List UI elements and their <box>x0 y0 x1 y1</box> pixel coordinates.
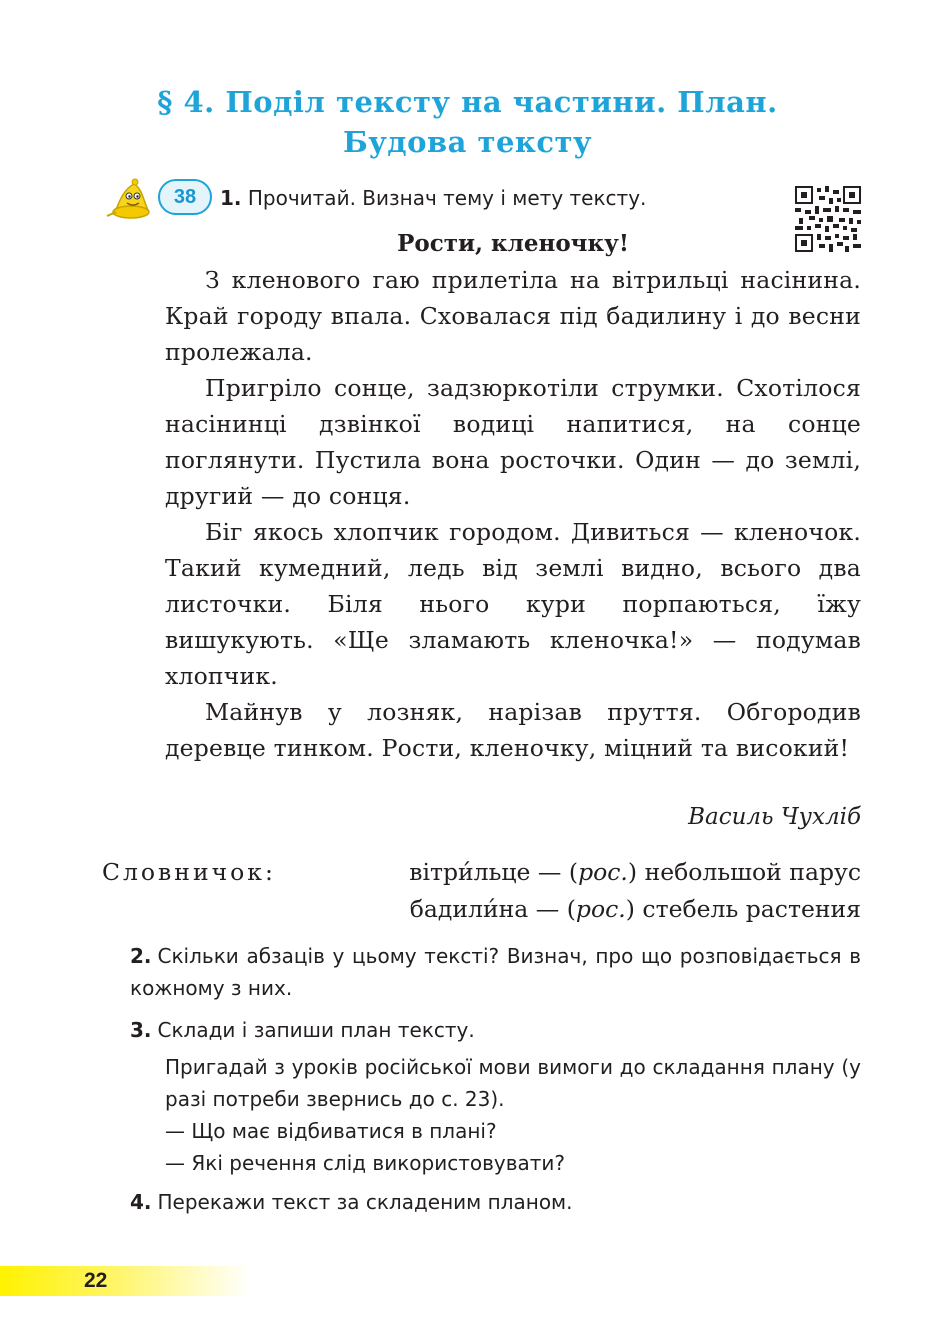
glossary-entry: Словничок: вітри́льце — (рос.) небольшой парус <box>102 854 861 891</box>
task-3 <box>130 1014 861 1046</box>
task-3-question: — Які речення слід використовувати? <box>165 1151 566 1175</box>
task-4 <box>130 1186 861 1218</box>
task-3-note-text: Пригадай з уроків російської мови вимоги до складання плану (у разі потреби звернись до с. 23). <box>165 1055 861 1111</box>
task-2-text: Скільки абзаців у цьому тексті? Визнач, про що розповідається в кожному з них. <box>130 944 861 1000</box>
story-paragraph: З кленового гаю прилетіла на вітрильці насінина. Край городу впала. Сховалася під бадилину і до весни пролежала. <box>165 266 861 366</box>
section-heading-line2: Будова тексту <box>342 125 593 159</box>
glossary-label: Словничок: <box>102 858 276 886</box>
glossary <box>102 854 861 928</box>
glossary-lang: рос. <box>578 858 628 886</box>
glossary-dash: — <box>535 895 560 923</box>
task-3-text: Склади і запиши план тексту. <box>157 1018 475 1042</box>
task-2 <box>130 940 861 1004</box>
task-4-text: Перекажи текст за складеним планом. <box>157 1190 573 1214</box>
exercise-number-badge: 38 <box>158 179 212 215</box>
task-4-number: 4. <box>130 1190 152 1214</box>
task-3-note <box>165 1051 861 1179</box>
glossary-meaning: небольшой парус <box>644 858 861 886</box>
glossary-word: бадили́на <box>409 895 529 923</box>
section-heading <box>0 82 935 162</box>
bell-icon <box>104 176 154 222</box>
task-3-number: 3. <box>130 1018 152 1042</box>
story-paragraph: Пригріло сонце, задзюркотіли струмки. Схотілося насінинці дзвінкої водиці напитися, на сонце поглянути. Пустила вона росточки. Один — до землі, другий — до сонця. <box>165 374 861 510</box>
footer-band <box>0 1266 250 1296</box>
task-1-text: Прочитай. Визнач тему і мету тексту. <box>247 186 647 210</box>
task-1-number: 1. <box>220 186 242 210</box>
glossary-lang: рос. <box>575 895 626 923</box>
story-paragraph: Біг якось хлопчик городом. Дивиться — кленочок. Такий кумедний, ледь від землі видно, всього два листочки. Біля нього кури порпаються, їжу вишукують. «Ще зламають кленочка!» — подумав хлопчик. <box>165 518 861 690</box>
story-paragraph: Майнув у лозняк, нарізав пруття. Обгородив деревце тинком. Рости, кленочку, міцний та високий! <box>165 698 861 762</box>
story-author: Василь Чухліб <box>688 804 861 830</box>
story-title: Рости, кленочку! <box>397 230 629 257</box>
glossary-entry: бадили́на — (рос.) стебель растения <box>409 895 861 923</box>
task-2-number: 2. <box>130 944 152 968</box>
task-3-question: — Що має відбиватися в плані? <box>165 1119 497 1143</box>
glossary-word: вітри́льце <box>409 858 531 886</box>
glossary-meaning: стебель растения <box>642 895 861 923</box>
page-number: 22 <box>84 1269 108 1292</box>
story-text <box>165 262 861 766</box>
task-1 <box>220 184 646 212</box>
section-heading-line1: § 4. Поділ тексту на частини. План. <box>157 85 778 119</box>
glossary-dash: — <box>537 858 562 886</box>
